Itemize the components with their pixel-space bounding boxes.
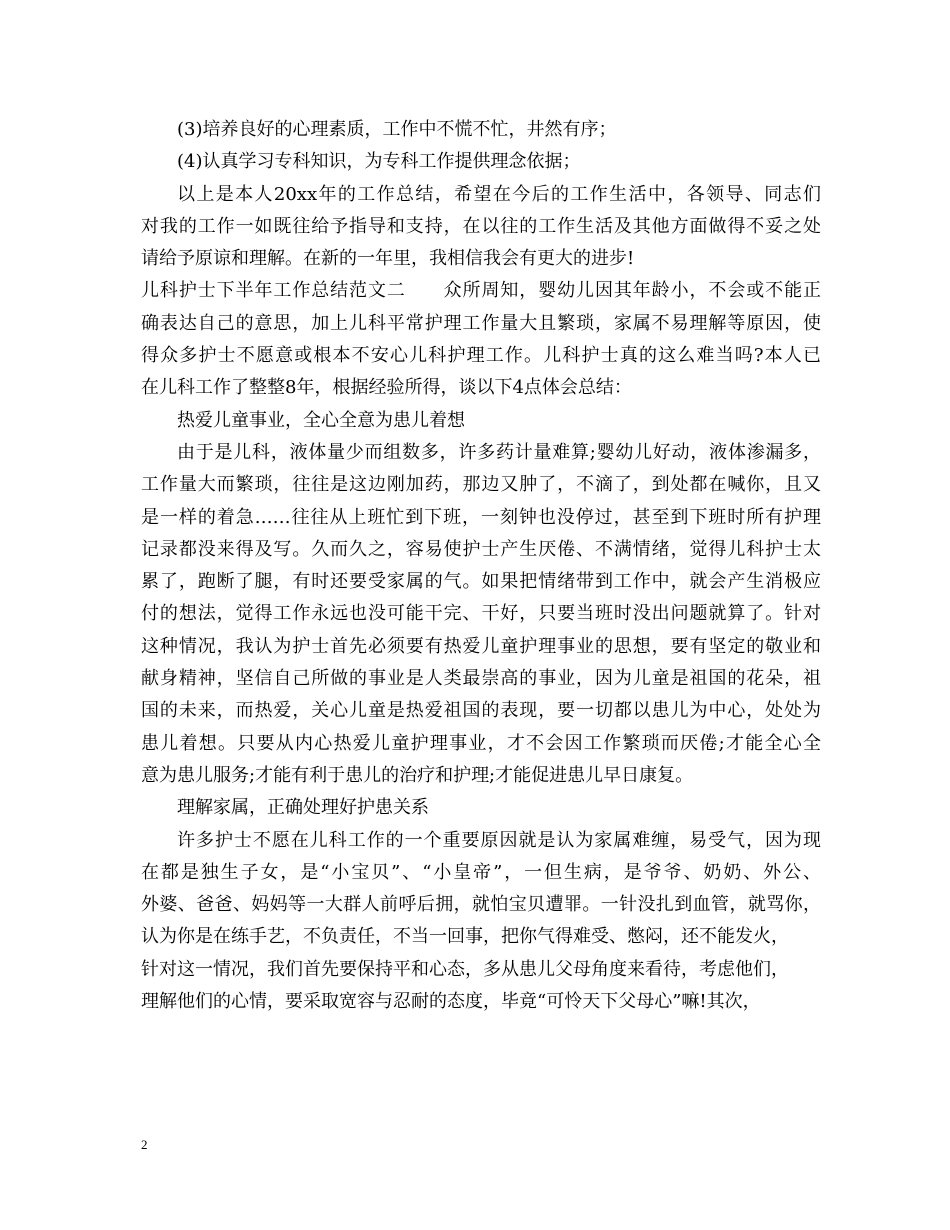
paragraph-line: 在儿科工作了整整8年，根据经验所得，谈以下4点体会总结： <box>141 377 632 399</box>
list-item-3: (3)培养良好的心理素质，工作中不慌不忙，井然有序； <box>177 119 617 140</box>
subheading-love-children: 热爱儿童事业，全心全意为患儿着想 <box>177 409 465 431</box>
paragraph-line: 工作量大而繁琐，往往是这边刚加药，那边又肿了，不滴了，到处都在喊你，且又 <box>141 474 821 496</box>
list-item-4: (4)认真学习专科知识，为专科工作提供理念依据； <box>177 151 581 173</box>
paragraph-line: 付的想法，觉得工作永远也没可能干完、干好，只要当班时没出问题就算了。针对 <box>141 603 821 625</box>
page-number: 2 <box>141 1137 148 1152</box>
subheading-understand-family: 理解家属，正确处理好护患关系 <box>177 797 429 819</box>
paragraph-line: 患儿着想。只要从内心热爱儿童护理事业，才不会因工作繁琐而厌倦;才能全心全 <box>141 732 821 754</box>
paragraph-line: 确表达自己的意思，加上儿科平常护理工作量大且繁琐，家属不易理解等原因，使 <box>141 312 821 334</box>
paragraph-line: 由于是儿科，液体量少而组数多，许多药计量难算;婴幼儿好动，液体渗漏多， <box>177 441 821 463</box>
paragraph-line: 在都是独生子女，是“小宝贝”、“小皇帝”，一但生病，是爷爷、奶奶、外公、 <box>141 861 821 883</box>
paragraph-line: 理解他们的心情，要采取宽容与忍耐的态度，毕竟“可怜天下父母心”嘛!其次， <box>141 991 761 1013</box>
body-text <box>141 114 821 1018</box>
paragraph-line: 得众多护士不愿意或根本不安心儿科护理工作。儿科护士真的这么难当吗?本人已 <box>141 345 821 367</box>
section-title-line: 儿科护士下半年工作总结范文二 众所周知，婴幼儿因其年龄小，不会或不能正 <box>141 280 821 302</box>
paragraph-line: 认为你是在练手艺，不负责任，不当一回事，把你气得难受、憋闷，还不能发火， <box>141 926 789 948</box>
paragraph-line: 记录都没来得及写。久而久之，容易使护士产生厌倦、不满情绪，觉得儿科护士太 <box>141 538 821 560</box>
paragraph-line: 请给予原谅和理解。在新的一年里，我相信我会有更大的进步! <box>141 248 635 270</box>
paragraph-line: 外婆、爸爸、妈妈等一大群人前呼后拥，就怕宝贝遭罪。一针没扎到血管，就骂你， <box>141 894 821 916</box>
paragraph-line: 以上是本人20xx年的工作总结，希望在今后的工作生活中，各领导、同志们 <box>177 183 821 205</box>
paragraph-line: 这种情况，我认为护士首先必须要有热爱儿童护理事业的思想，要有坚定的敬业和 <box>141 635 821 657</box>
paragraph-line: 许多护士不愿在儿科工作的一个重要原因就是认为家属难缠，易受气，因为现 <box>177 829 821 851</box>
paragraph-line: 对我的工作一如既往给予指导和支持，在以往的工作生活及其他方面做得不妥之处 <box>141 215 821 237</box>
paragraph-line: 献身精神，坚信自己所做的事业是人类最崇高的事业，因为儿童是祖国的花朵，祖 <box>141 668 821 690</box>
paragraph-line: 是一样的着急……往往从上班忙到下班，一刻钟也没停过，甚至到下班时所有护理 <box>141 506 821 528</box>
paragraph-line: 累了，跑断了腿，有时还要受家属的气。如果把情绪带到工作中，就会产生消极应 <box>141 571 821 593</box>
paragraph-line: 针对这一情况，我们首先要保持平和心态，多从患儿父母角度来看待，考虑他们， <box>141 958 789 980</box>
paragraph-line: 国的未来，而热爱，关心儿童是热爱祖国的表现，要一切都以患儿为中心，处处为 <box>141 700 821 722</box>
paragraph-line: 意为患儿服务;才能有利于患儿的治疗和护理;才能促进患儿早日康复。 <box>141 764 694 786</box>
